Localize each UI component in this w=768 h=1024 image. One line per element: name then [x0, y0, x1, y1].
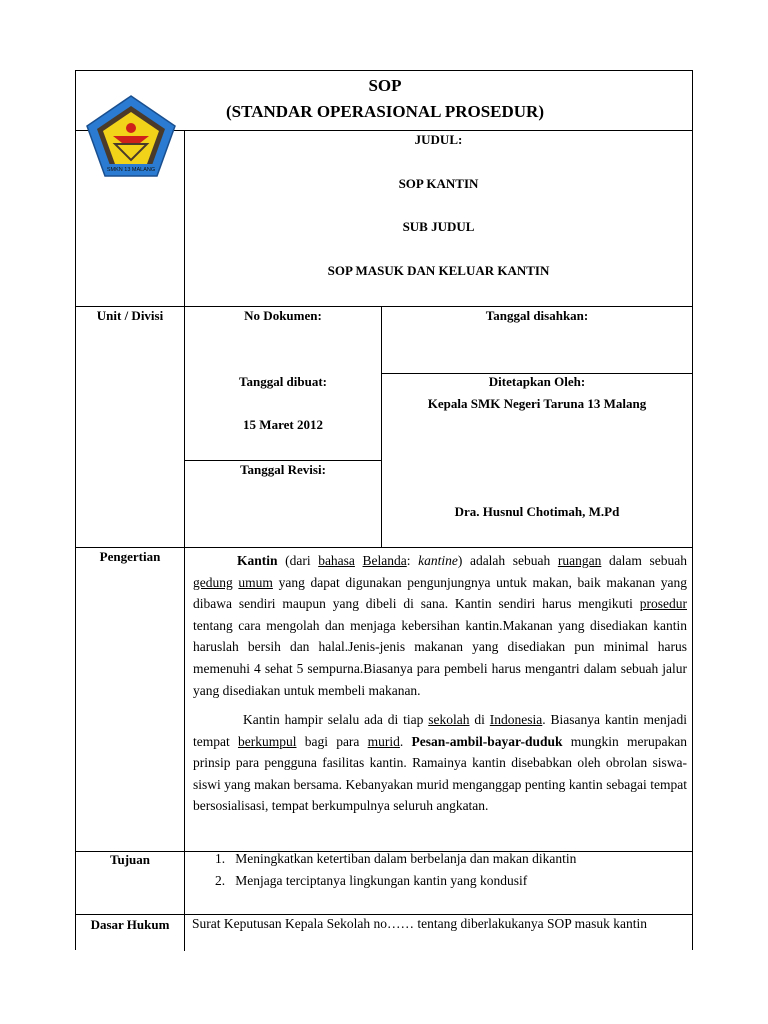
tujuan-list: [215, 848, 576, 892]
sub-judul-value: SOP MASUK DAN KELUAR KANTIN: [327, 263, 550, 278]
judul-label: JUDUL:: [414, 132, 463, 147]
tanggal-revisi-label: Tanggal Revisi:: [240, 462, 326, 477]
tanggal-dibuat-value: 15 Maret 2012: [243, 417, 323, 432]
divider: [76, 547, 692, 548]
divider: [184, 460, 381, 461]
judul-value: SOP KANTIN: [398, 176, 479, 191]
document-subtitle: (STANDAR OPERASIONAL PROSEDUR): [226, 102, 544, 121]
dasar-hukum-label: Dasar Hukum: [90, 917, 170, 932]
tujuan-label: Tujuan: [110, 852, 150, 867]
school-logo: [85, 94, 177, 178]
pengertian-paragraph-2: Kantin hampir selalu ada di tiap sekolah di Indonesia. Biasanya kantin menjadi tempat berkumpul bagi para murid. Pesan-ambil-bayar-duduk mungkin merupakan prinsip para pengguna fasilitas kantin. Ramainya kantin disebabkan oleh obrolan siswa-siswi yang makan bersama. Kebanyakan murid menganggap penting kantin sebagai tempat bersosialisasi, tempat berkumpulnya seluruh angkatan.: [193, 712, 688, 814]
divider: [76, 914, 692, 915]
list-item: 2. Menjaga terciptanya lingkungan kantin yang kondusif: [215, 873, 528, 888]
dasar-hukum-text: Surat Keputusan Kepala Sekolah no…… tentang diberlakukanya SOP masuk kantin: [192, 916, 648, 931]
logo-text: SMKN 13 MALANG: [106, 167, 156, 173]
list-item: 1. Meningkatkan ketertiban dalam berbelanja dan makan dikantin: [215, 851, 577, 866]
no-dokumen-label: No Dokumen:: [244, 308, 322, 323]
sop-document-table: [75, 70, 693, 950]
signer-name: Dra. Husnul Chotimah, M.Pd: [454, 504, 620, 519]
pengertian-paragraph-1: Kantin (dari bahasa Belanda: kantine) adalah sebuah ruangan dalam sebuah gedung umum yang dapat digunakan pengunjungnya untuk makan, baik makanan yang dibawa sendiri maupun yang dibeli di sana. Kantin sendiri harus mengikuti prosedur tentang cara mengolah dan menjaga kebersihan kantin.Makanan yang disediakan kantin haruslah bersih dan halal.Jenis-jenis makanan yang disediakan pun minimal harus memenuhi 4 sehat 5 sempurna.Biasanya para pembeli harus mengantri dalam sebuah jalur yang disediakan untuk membeli makanan.: [193, 553, 688, 698]
ditetapkan-label: Ditetapkan Oleh:: [488, 374, 586, 389]
divider: [76, 306, 692, 307]
ditetapkan-value: Kepala SMK Negeri Taruna 13 Malang: [427, 396, 647, 411]
unit-divisi-label: Unit / Divisi: [96, 308, 164, 323]
tanggal-dibuat-label: Tanggal dibuat:: [238, 374, 328, 389]
divider: [184, 130, 185, 951]
sub-judul-label: SUB JUDUL: [402, 219, 475, 234]
document-title: SOP: [368, 76, 402, 95]
pengertian-label: Pengertian: [99, 549, 161, 564]
tanggal-disahkan-label: Tanggal disahkan:: [485, 308, 589, 323]
